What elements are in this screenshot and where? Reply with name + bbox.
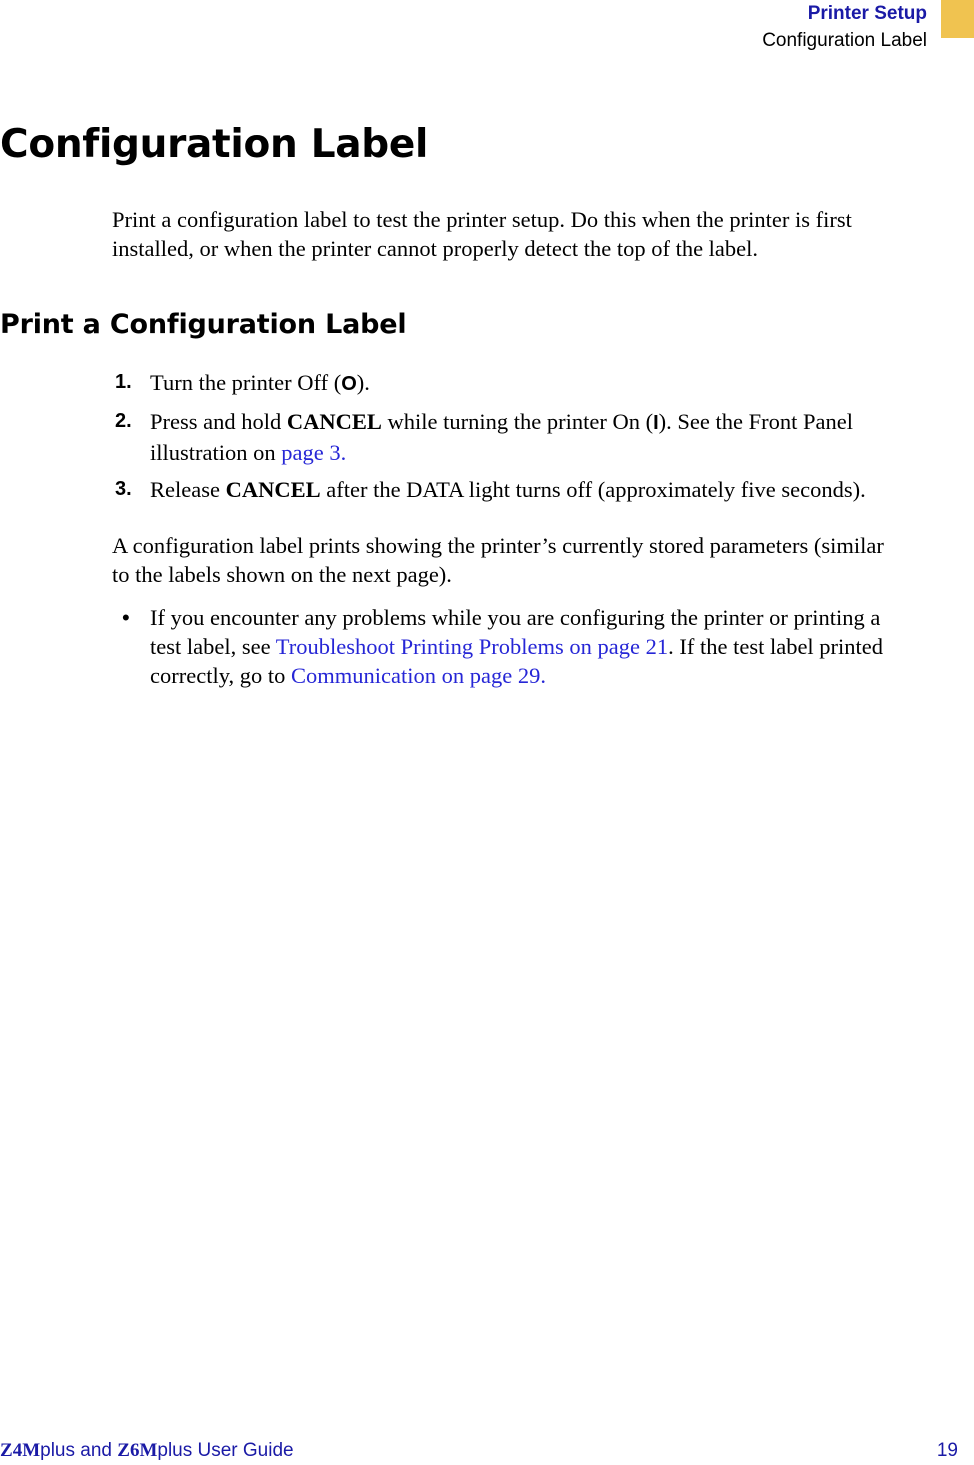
- guide-text: plus and: [40, 1440, 118, 1461]
- step-text: after the DATA light turns off (approximately five seconds).: [320, 477, 866, 502]
- intro-paragraph: [112, 205, 974, 263]
- bullet-text: test label, see: [150, 634, 276, 659]
- step-number: 2.: [115, 410, 132, 432]
- step-number: 3.: [115, 478, 132, 500]
- page-title: Configuration Label: [0, 122, 429, 167]
- step-text: while turning the printer On (: [381, 409, 654, 434]
- bullet-text: correctly, go to: [150, 663, 291, 688]
- step-text: ). See the Front Panel: [658, 409, 853, 434]
- guide-text: plus User Guide: [157, 1440, 294, 1461]
- steps-list: [112, 368, 962, 504]
- step-text: Turn the printer Off (: [150, 370, 342, 395]
- intro-line-1: Print a configuration label to test the printer setup. Do this when the printer is first: [112, 207, 852, 232]
- guide-title: [0, 1440, 294, 1462]
- note-list: [112, 603, 962, 690]
- chapter-tab-marker: [941, 0, 974, 38]
- header-section-title: Printer Setup: [807, 3, 927, 24]
- header-subsection-title: Configuration Label: [762, 30, 927, 51]
- model-6m: 6M: [129, 1440, 158, 1461]
- step-text: ).: [356, 370, 370, 395]
- step-2: [112, 407, 962, 467]
- step-number: 1.: [115, 371, 132, 393]
- page-3-link[interactable]: page 3: [281, 440, 341, 465]
- result-paragraph: [112, 531, 974, 589]
- bullet-text: . If the test label printed: [668, 634, 884, 659]
- model-z: Z: [0, 1440, 13, 1461]
- step-1: [112, 368, 962, 399]
- bullet-icon: •: [122, 605, 130, 630]
- troubleshoot-link[interactable]: Troubleshoot Printing Problems on page 21: [275, 634, 669, 659]
- cancel-key-label: CANCEL: [286, 409, 382, 434]
- step-text: Release: [150, 477, 226, 502]
- model-4m: 4M: [12, 1440, 41, 1461]
- intro-line-2: installed, or when the printer cannot properly detect the top of the label.: [112, 236, 759, 261]
- bullet-text: .: [540, 663, 546, 688]
- cancel-key-label: CANCEL: [225, 477, 321, 502]
- step-3: [112, 475, 962, 504]
- bullet-text: If you encounter any problems while you are configuring the printer or printing a: [150, 605, 881, 630]
- result-line-1: A configuration label prints showing the printer’s currently stored parameters (similar: [112, 533, 884, 558]
- page-number: 19: [936, 1440, 958, 1461]
- note-bullet-item: [112, 603, 962, 690]
- power-off-symbol: O: [341, 373, 357, 395]
- step-text: illustration on: [150, 440, 282, 465]
- running-header: [762, 0, 927, 54]
- communication-link[interactable]: Communication on page 29: [291, 663, 541, 688]
- result-line-2: to the labels shown on the next page).: [112, 562, 452, 587]
- power-on-symbol: I: [653, 412, 659, 434]
- step-text: Press and hold: [150, 409, 287, 434]
- section-heading: Print a Configuration Label: [0, 309, 407, 340]
- step-text: .: [340, 440, 347, 465]
- model-z: Z: [117, 1440, 130, 1461]
